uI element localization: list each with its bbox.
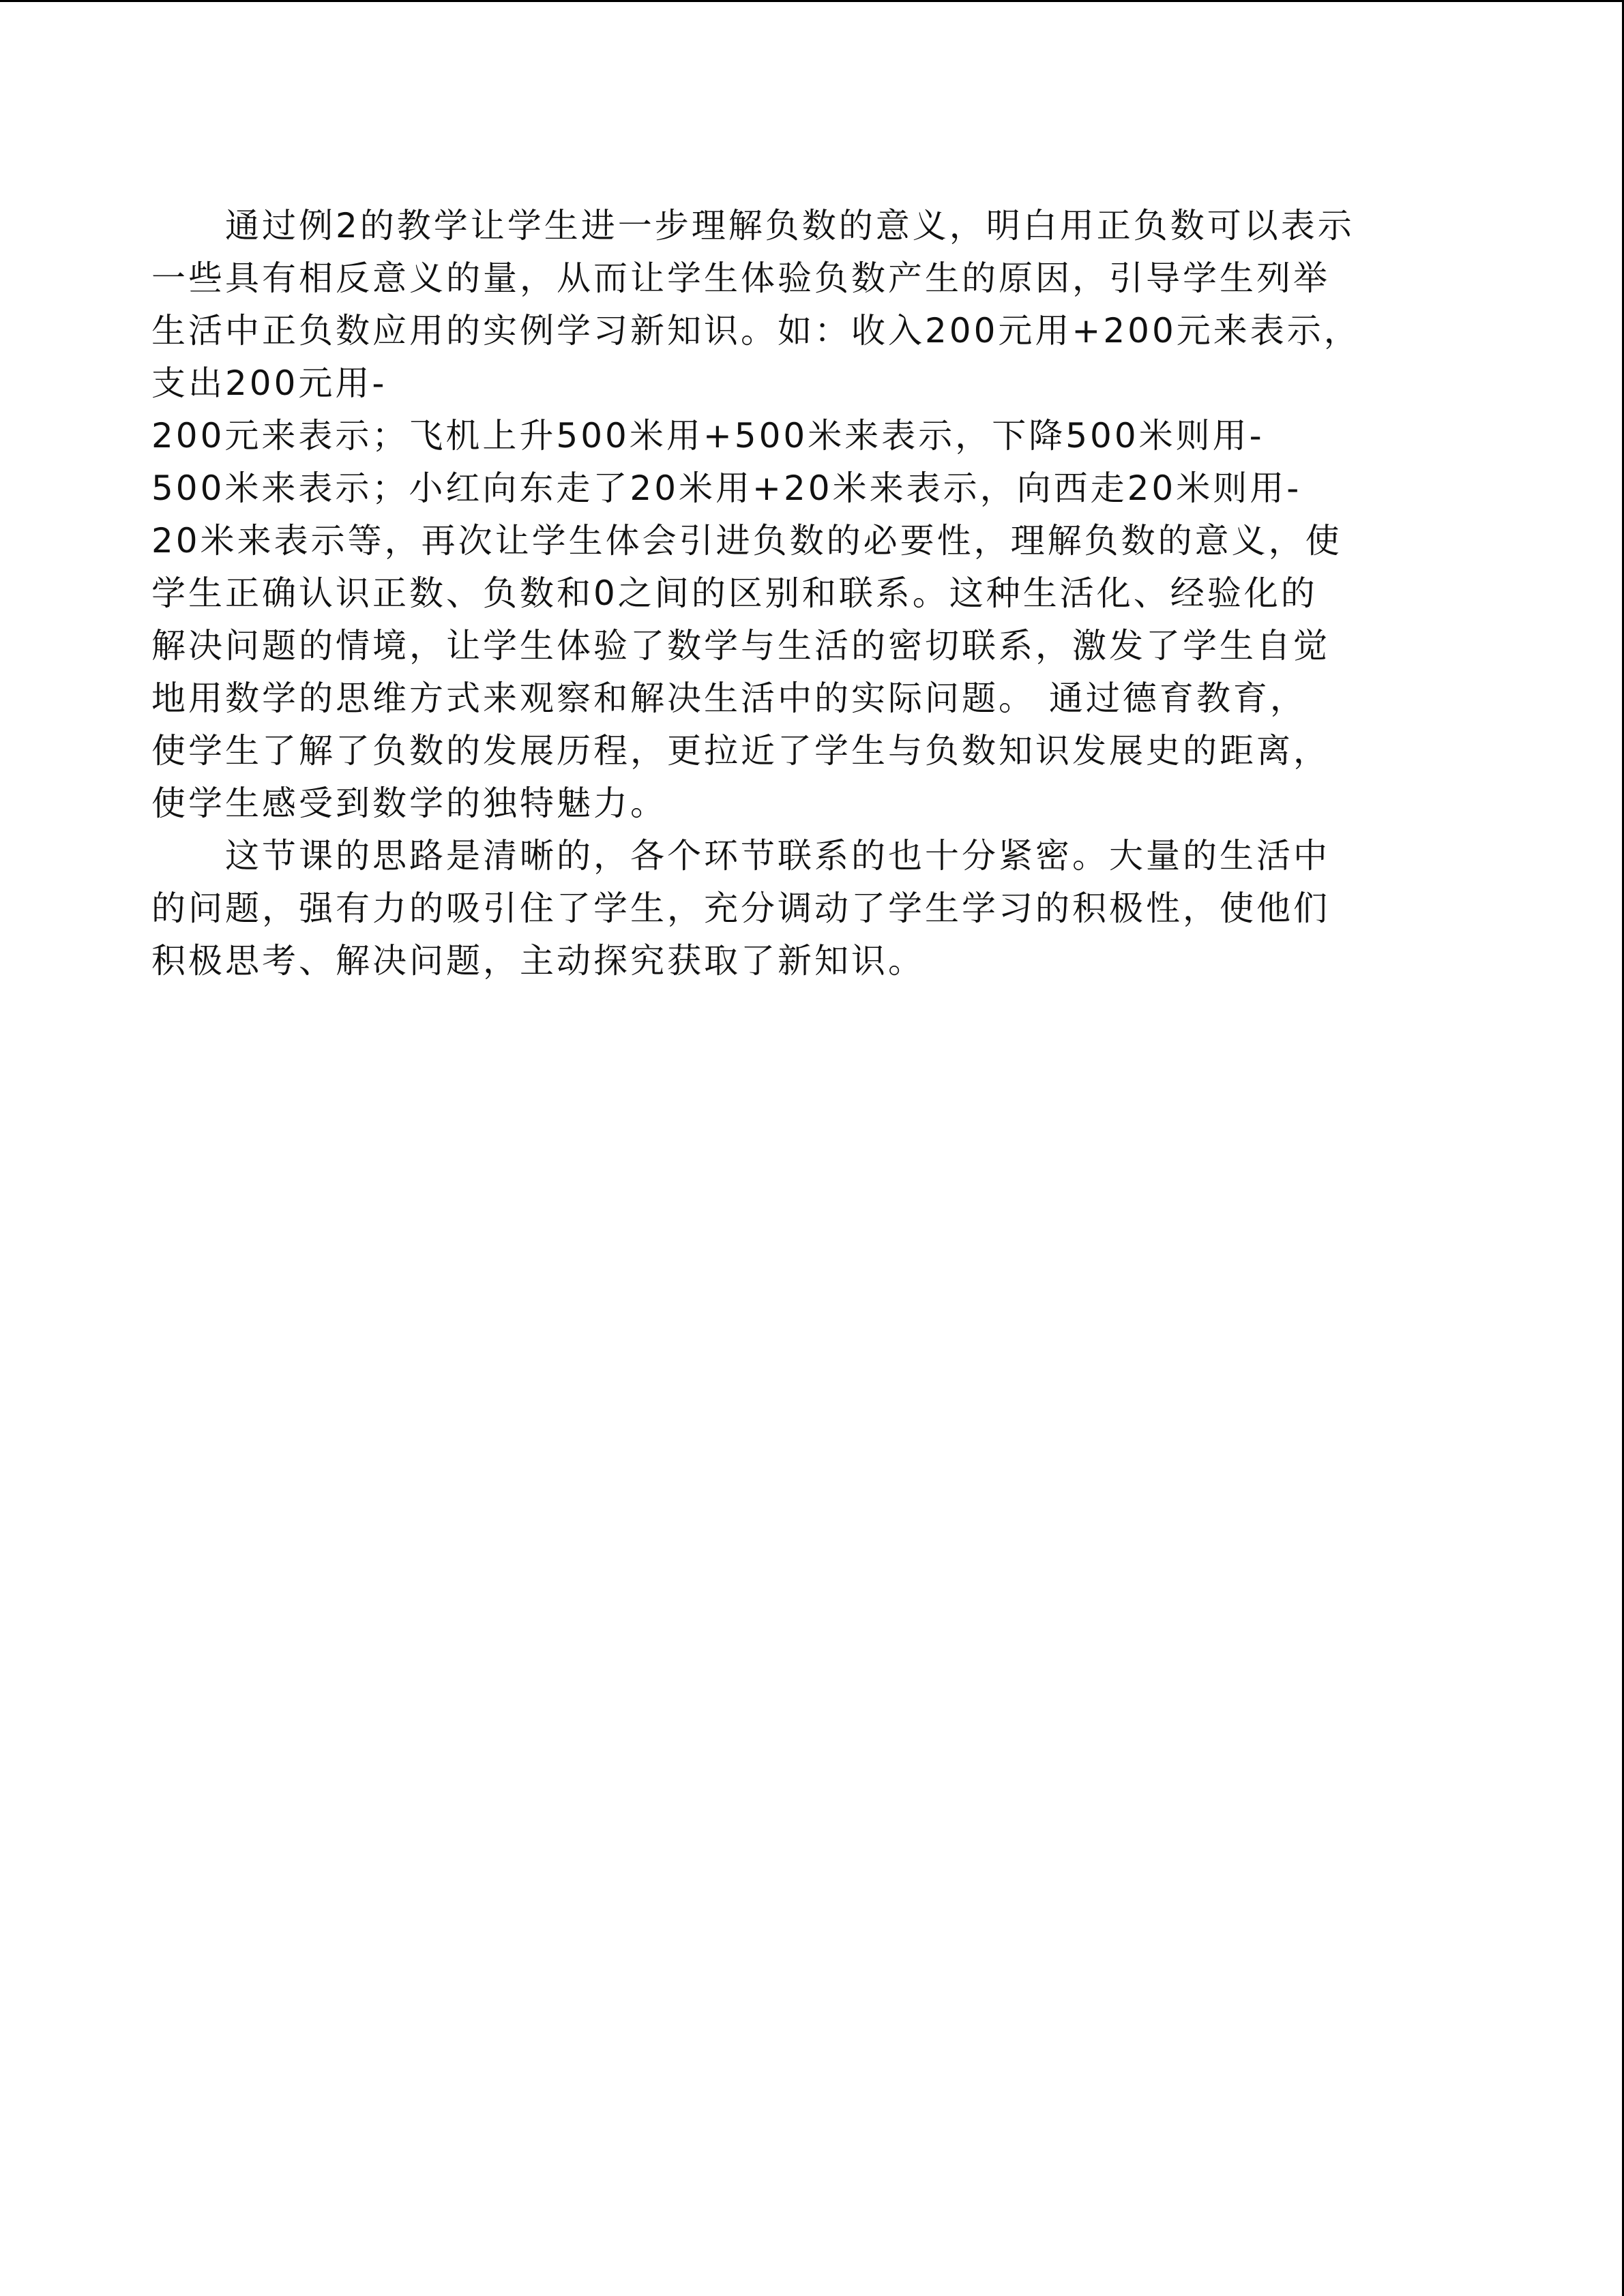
paragraph-line: 学生正确认识正数、负数和0之间的区别和联系。这种生活化、经验化的 — [151, 573, 1318, 613]
paragraph-line: 的问题，强有力的吸引住了学生，充分调动了学生学习的积极性，使他们 — [151, 889, 1330, 928]
paragraph-line: 一些具有相反意义的量，从而让学生体验负数产生的原因，引导学生列举 — [151, 258, 1330, 298]
paragraph-line: 地用数学的思维方式来观察和解决生活中的实际问题。 通过德育教育， — [151, 679, 1307, 718]
paragraph-line: 支出200元用- — [151, 363, 387, 403]
paragraph-line: 500米来表示；小红向东走了20米用+20米来表示，向西走20米则用- — [151, 468, 1302, 508]
paragraph-line: 200元来表示；飞机上升500米用+500米来表示，下降500米则用- — [151, 416, 1265, 456]
paragraph-line: 20米来表示等，再次让学生体会引进负数的必要性，理解负数的意义，使 — [151, 521, 1342, 561]
paragraph-line: 使学生了解了负数的发展历程，更拉近了学生与负数知识发展史的距离， — [151, 731, 1330, 771]
paragraph-line: 这节课的思路是清晰的，各个环节联系的也十分紧密。大量的生活中 — [225, 836, 1330, 876]
document-body — [151, 200, 1478, 987]
paragraph-line: 通过例2的教学让学生进一步理解负数的意义，明白用正负数可以表示 — [225, 206, 1355, 245]
paragraph-1 — [151, 200, 1478, 830]
paragraph-2 — [151, 830, 1478, 987]
paragraph-line: 积极思考、解决问题，主动探究获取了新知识。 — [151, 941, 925, 981]
paragraph-line: 解决问题的情境，让学生体验了数学与生活的密切联系，激发了学生自觉 — [151, 626, 1330, 666]
paragraph-line: 生活中正负数应用的实例学习新知识。如：收入200元用+200元来表示， — [151, 311, 1361, 351]
paragraph-line: 使学生感受到数学的独特魅力。 — [151, 784, 667, 823]
